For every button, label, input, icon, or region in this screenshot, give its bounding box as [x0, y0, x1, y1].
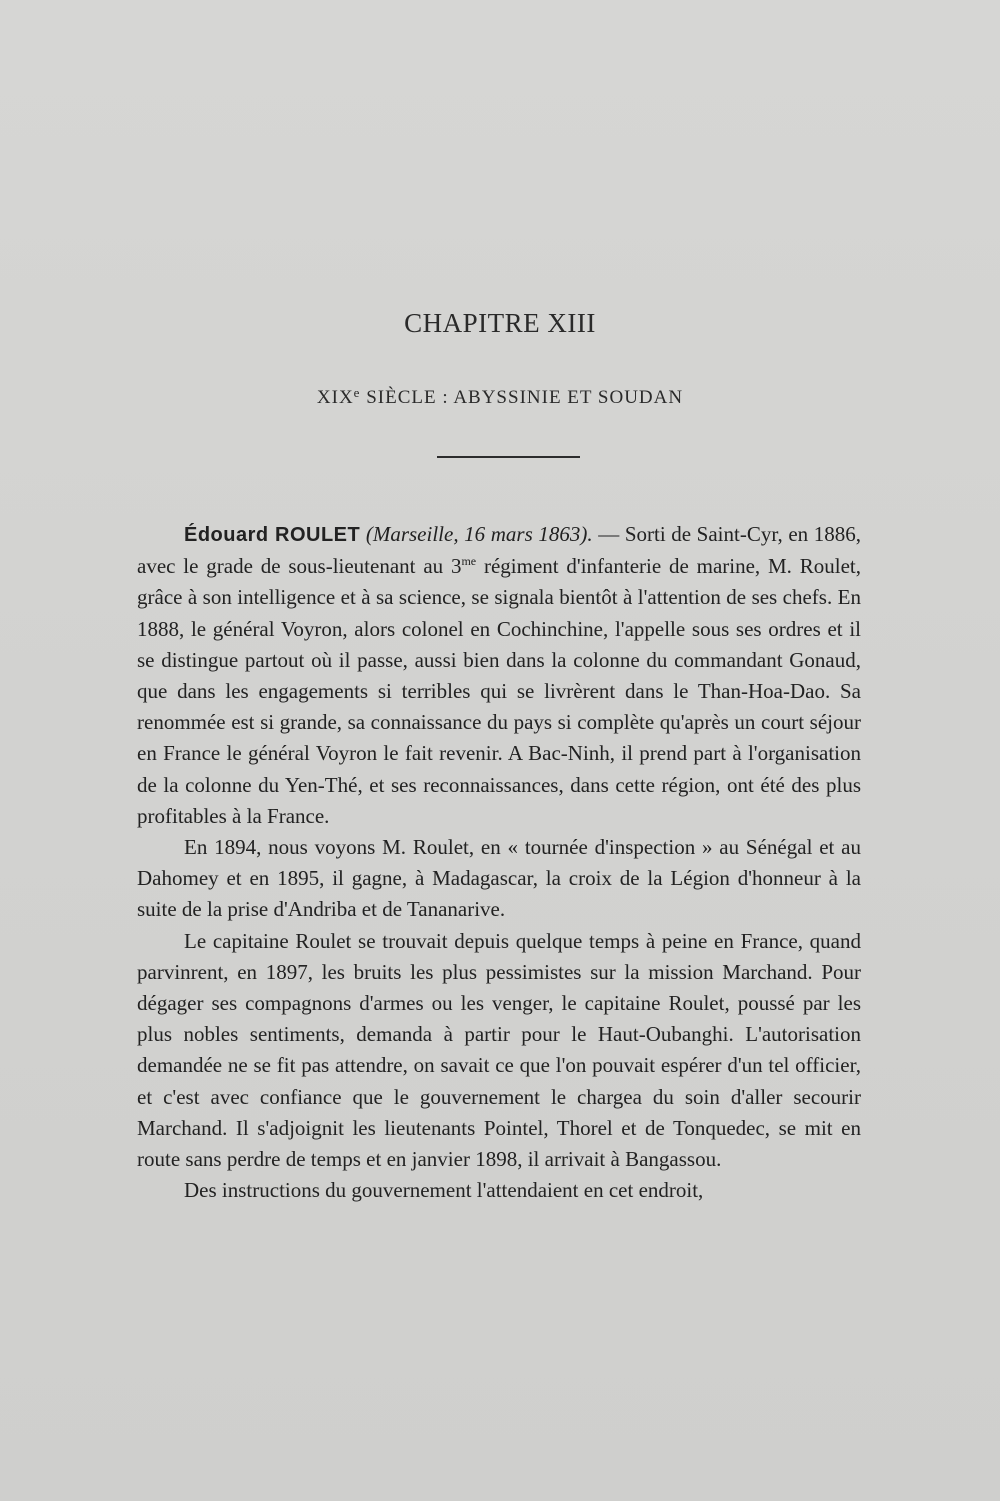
- subtitle-century: XIX: [316, 387, 354, 408]
- chapter-body: [137, 519, 861, 1206]
- paragraph-1: [137, 519, 861, 832]
- ordinal-suffix: me: [461, 554, 477, 569]
- chapter-title: CHAPITRE XIII: [404, 308, 596, 338]
- paragraph-3: Le capitaine Roulet se trouvait depuis quelque temps à peine en France, quand parvinrent, en 1897, les bruits les plus pessimistes sur la mission Marchand. Pour dégager ses compagnons d'armes ou les venger, le capitaine Roulet, poussé par les plus nobles sentiments, demanda à partir pour le Haut-Oubanghi. L'autorisation demandée ne se fit pas attendre, on savait ce que l'on pouvait espérer d'un tel officier, et c'est avec confiance que le gouvernement le chargea du soin d'aller secourir Marchand. Il s'adjoignit les lieutenants Pointel, Thorel et de Tonquedec, se mit en route sans perdre de temps et en janvier 1898, il arrivait à Bangassou.: [137, 928, 861, 1172]
- chapter-subtitle: [0, 385, 1000, 409]
- subtitle-century-suffix: e: [353, 385, 361, 400]
- paragraph-2: En 1894, nous voyons M. Roulet, en « tournée d'inspection » au Sénégal et au Dahomey et en 1895, il gagne, à Madagascar, la croix de la Légion d'honneur à la suite de la prise d'Andriba et de Tananarive.: [137, 835, 861, 922]
- author-birthplace-date: (Marseille, 16 mars 1863).: [365, 522, 593, 546]
- subtitle-text: SIÈCLE : ABYSSINIE ET SOUDAN: [360, 387, 684, 408]
- paragraph-4: Des instructions du gouvernement l'attendaient en cet endroit,: [184, 1178, 704, 1203]
- author-name: Édouard ROULET: [184, 524, 361, 546]
- paragraph-1-text-b: régiment d'infanterie de marine, M. Roulet, grâce à son intelligence et à sa science, se signala bientôt à l'attention de ses chefs. En 1888, le général Voyron, alors colonel en Cochinchine, l'appelle sous ses ordres et il se distingue partout où il passe, aussi bien dans la colonne du commandant Gonaud, que dans les engagements si terribles qui se livrèrent dans le Than-Hoa-Dao. Sa renommée est si grande, sa connaissance du pays si complète qu'après un court séjour en France le général Voyron le fait revenir. A Bac-Ninh, il prend part à l'organisation de la colonne du Yen-Thé, et ses reconnaissances, dans cette région, ont été des plus profitables à la France.: [137, 554, 861, 828]
- paragraph-1-text-a: — Sorti de Saint-Cyr, en 1886, avec le grade de sous-lieutenant au 3: [137, 522, 862, 579]
- title-divider: [437, 456, 580, 458]
